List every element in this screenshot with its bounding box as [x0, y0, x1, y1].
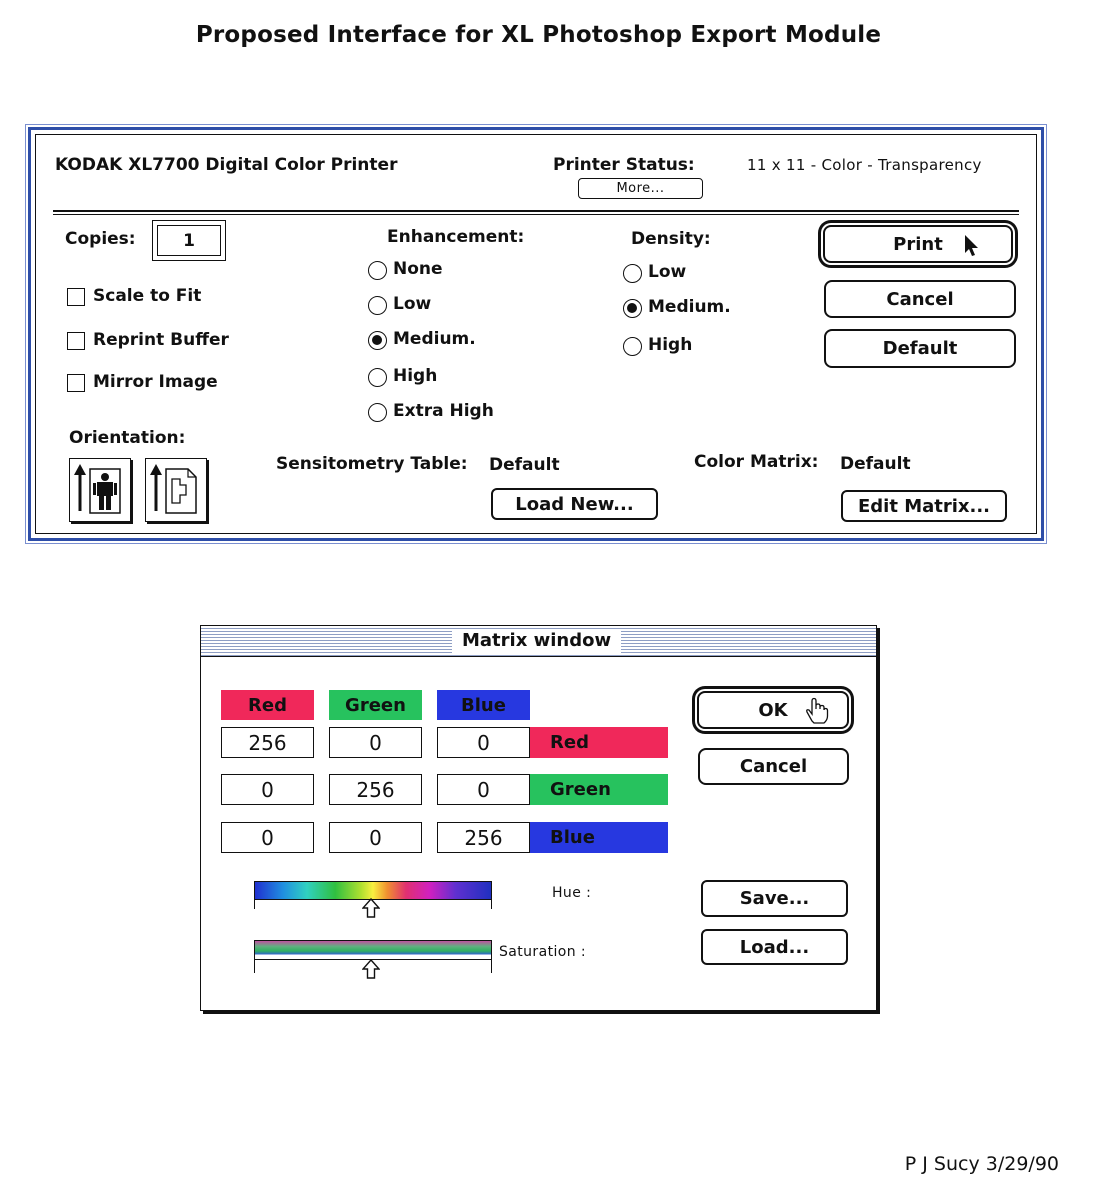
enhancement-extra-high-radio[interactable]	[368, 403, 387, 422]
column-header-blue: Blue	[437, 690, 530, 720]
matrix-cell-r3-c3[interactable]: 256	[437, 822, 530, 853]
matrix-cell-r3-c2[interactable]: 0	[329, 822, 422, 853]
sensitometry-table-value: Default	[489, 455, 560, 475]
print-dialog	[28, 127, 1044, 541]
more-button[interactable]: More...	[578, 178, 703, 199]
enhancement-low-label: Low	[393, 294, 432, 314]
printer-status-value: 11 x 11 - Color - Transparency	[747, 156, 982, 174]
copies-input[interactable]: 1	[157, 225, 221, 256]
row-label-green: Green	[530, 774, 668, 805]
load-new-button[interactable]: Load New...	[491, 488, 658, 520]
saturation-gradient-bar	[254, 940, 492, 960]
hue-slider-tick-right	[491, 899, 492, 909]
printer-status-label: Printer Status:	[553, 155, 695, 175]
ok-button-label: OK	[758, 699, 788, 721]
orientation-label: Orientation:	[69, 428, 186, 448]
ok-button[interactable]	[697, 691, 849, 729]
enhancement-medium-radio[interactable]	[368, 331, 387, 350]
reprint-buffer-checkbox[interactable]	[67, 332, 85, 350]
sensitometry-table-label: Sensitometry Table:	[276, 454, 468, 474]
document-title: Proposed Interface for XL Photoshop Export Module	[195, 22, 882, 48]
hue-slider-thumb-icon[interactable]	[362, 898, 380, 918]
matrix-cell-r2-c2[interactable]: 256	[329, 774, 422, 805]
row-label-red: Red	[530, 727, 668, 758]
matrix-cell-r1-c1[interactable]: 256	[221, 727, 314, 758]
matrix-cell-r2-c3[interactable]: 0	[437, 774, 530, 805]
density-high-label: High	[648, 335, 693, 355]
print-button[interactable]	[823, 225, 1013, 263]
matrix-cell-r1-c2[interactable]: 0	[329, 727, 422, 758]
density-label: Density:	[631, 229, 711, 249]
portrait-orientation-button[interactable]	[69, 458, 131, 522]
enhancement-none-label: None	[393, 259, 443, 279]
matrix-window	[200, 625, 877, 1011]
separator-thin	[53, 214, 1019, 215]
enhancement-extra-high-label: Extra High	[393, 401, 494, 421]
matrix-cell-r1-c3[interactable]: 0	[437, 727, 530, 758]
matrix-cell-r3-c1[interactable]: 0	[221, 822, 314, 853]
printer-name: KODAK XL7700 Digital Color Printer	[55, 155, 398, 175]
saturation-slider-tick-right	[491, 959, 492, 973]
column-header-green: Green	[329, 690, 422, 720]
author-signature: P J Sucy 3/29/90	[904, 1153, 1059, 1175]
arrow-cursor-icon	[963, 234, 981, 258]
separator-thick	[53, 210, 1019, 212]
saturation-slider-thumb-icon[interactable]	[362, 959, 380, 979]
enhancement-low-radio[interactable]	[368, 296, 387, 315]
color-matrix-label: Color Matrix:	[694, 452, 819, 472]
enhancement-medium-label: Medium.	[393, 329, 476, 349]
matrix-cell-r2-c1[interactable]: 0	[221, 774, 314, 805]
density-medium-label: Medium.	[648, 297, 731, 317]
reprint-buffer-label: Reprint Buffer	[93, 330, 229, 350]
color-matrix-value: Default	[840, 454, 911, 474]
copies-label: Copies:	[65, 229, 136, 249]
mirror-image-checkbox[interactable]	[67, 374, 85, 392]
enhancement-none-radio[interactable]	[368, 261, 387, 280]
hue-slider-tick-left	[254, 899, 255, 909]
landscape-orientation-button[interactable]	[145, 458, 207, 522]
hue-label: Hue :	[552, 885, 592, 901]
mirror-image-label: Mirror Image	[93, 372, 218, 392]
row-label-blue: Blue	[530, 822, 668, 853]
density-high-radio[interactable]	[623, 337, 642, 356]
saturation-slider[interactable]	[254, 940, 492, 980]
matrix-cancel-button[interactable]: Cancel	[698, 748, 849, 785]
portrait-person-icon	[70, 459, 130, 521]
saturation-label: Saturation :	[499, 944, 586, 960]
hue-slider[interactable]	[254, 881, 492, 917]
save-button[interactable]: Save...	[701, 880, 848, 917]
matrix-window-title: Matrix window	[452, 629, 621, 653]
matrix-window-titlebar[interactable]	[201, 626, 876, 657]
enhancement-label: Enhancement:	[387, 227, 525, 247]
column-header-red: Red	[221, 690, 314, 720]
hand-cursor-icon	[803, 697, 829, 725]
default-button[interactable]: Default	[824, 329, 1016, 368]
cancel-button[interactable]: Cancel	[824, 280, 1016, 318]
density-medium-radio[interactable]	[623, 299, 642, 318]
density-low-radio[interactable]	[623, 264, 642, 283]
enhancement-high-radio[interactable]	[368, 368, 387, 387]
scale-to-fit-label: Scale to Fit	[93, 286, 202, 306]
landscape-person-icon	[146, 459, 206, 521]
edit-matrix-button[interactable]: Edit Matrix...	[841, 490, 1007, 522]
print-button-label: Print	[893, 233, 943, 255]
saturation-slider-tick-left	[254, 959, 255, 973]
scale-to-fit-checkbox[interactable]	[67, 288, 85, 306]
load-button[interactable]: Load...	[701, 929, 848, 965]
density-low-label: Low	[648, 262, 687, 282]
enhancement-high-label: High	[393, 366, 438, 386]
